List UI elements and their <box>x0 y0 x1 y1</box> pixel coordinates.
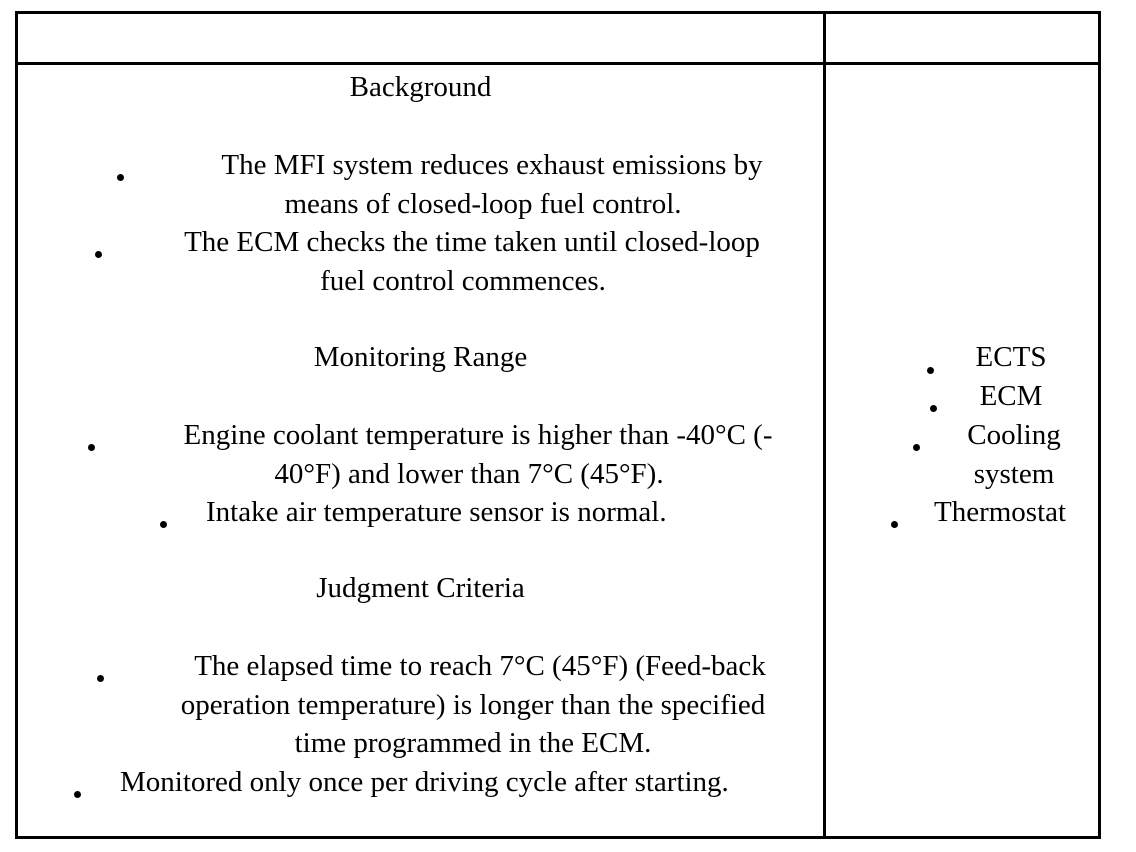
description-cell <box>18 65 823 836</box>
text-line: fuel control commences. <box>320 264 606 297</box>
heading-monitoring-range: Monitoring Range <box>313 341 528 373</box>
text-line: Engine coolant temperature is higher than -40°C (- <box>183 419 773 451</box>
text-line: Intake air temperature sensor is normal. <box>206 496 667 528</box>
list-item-background-1 <box>138 146 828 223</box>
list-item-background-2 <box>118 223 808 300</box>
text-line: The MFI system reduces exhaust emissions by <box>221 149 763 181</box>
text-line: means of closed-loop fuel control. <box>284 187 682 220</box>
list-item-monitoring-2 <box>206 493 766 532</box>
text-line: system <box>973 457 1055 490</box>
text-line: The ECM checks the time taken until closed-loop <box>184 226 760 258</box>
heading-background: Background <box>349 71 492 103</box>
text-line: 40°F) and lower than 7°C (45°F). <box>274 457 664 490</box>
heading-judgment-criteria: Judgment Criteria <box>316 572 525 604</box>
text-line: time programmed in the ECM. <box>294 727 652 759</box>
list-item-judgment-1 <box>123 647 823 763</box>
text-line: operation temperature) is longer than the specified <box>180 688 766 721</box>
list-item-component-thermostat <box>934 493 1094 532</box>
text-line: ECM <box>979 380 1043 412</box>
components-cell <box>826 65 1098 836</box>
list-item-component-ecm <box>956 377 1066 416</box>
list-item-component-ects <box>956 338 1066 377</box>
text-line: Cooling <box>967 419 1061 451</box>
list-item-monitoring-1 <box>114 416 824 493</box>
diagnostic-table <box>15 11 1101 839</box>
list-item-judgment-2 <box>120 763 823 802</box>
text-line: The elapsed time to reach 7°C (45°F) (Feed-back <box>194 650 766 682</box>
list-item-component-cooling <box>944 416 1084 493</box>
text-line: ECTS <box>975 341 1047 373</box>
text-line: Thermostat <box>934 496 1067 528</box>
text-line: Monitored only once per driving cycle after starting. <box>120 766 729 798</box>
